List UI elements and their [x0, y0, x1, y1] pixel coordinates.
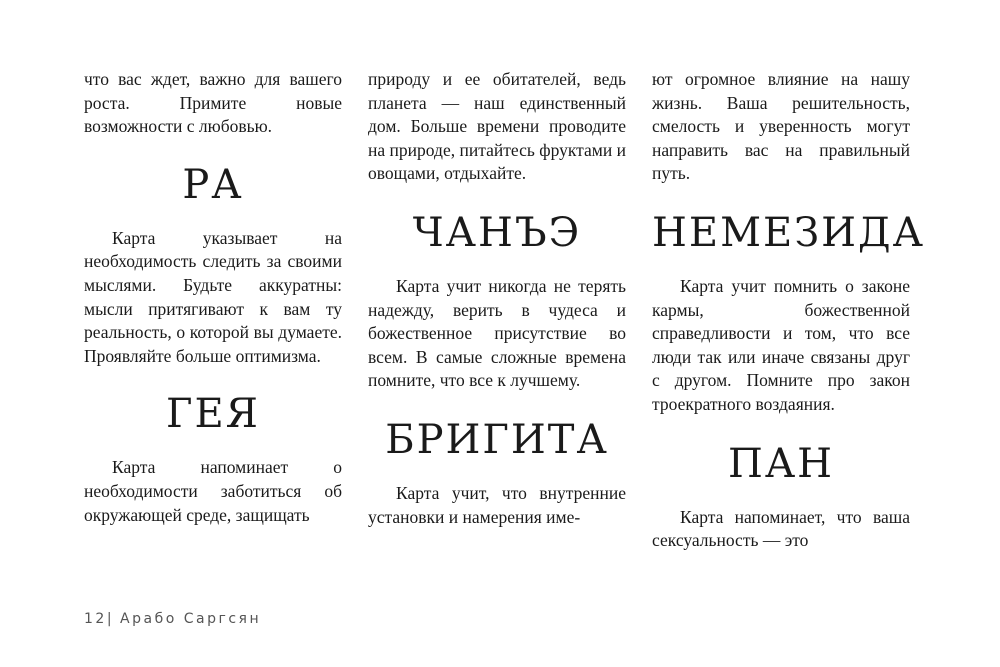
section-heading: ЧАНЪЭ	[412, 209, 582, 256]
paragraph: что вас ждет, важно для вашего роста. Примите новые возможности с любовью.	[84, 69, 342, 137]
footer-separator: |	[106, 611, 115, 627]
paragraph: Карта учит никогда не терять надежду, верить в чудеса и божественное присутствие во всем. В самые сложные времена помните, что все к лучшему.	[368, 275, 626, 391]
paragraph: Карта указывает на необходимость следить за своими мыслями. Будьте аккуратны: мысли притягивают к вам ту реальность, о которой вы думаете. Проявляйте больше оптимизма.	[84, 227, 342, 366]
paragraph: Карта учит, что внутренние установки и намерения име-	[368, 482, 626, 527]
author-name: Арабо Саргсян	[120, 611, 262, 627]
section-heading: РА	[182, 161, 244, 208]
section-heading: БРИГИТА	[385, 416, 609, 463]
text-column-3	[652, 68, 925, 553]
paragraph: ют огромное влияние на нашу жизнь. Ваша решительность, смелость и уверенность могут направить вас на правильный путь.	[652, 69, 910, 184]
paragraph: природу и ее обитателей, ведь планета — наш единственный дом. Больше времени проводите на природе, питайтесь фруктами и овощами, отдыхайте.	[368, 69, 626, 184]
paragraph: Карта напоминает, что ваша сексуальность — это	[652, 506, 910, 551]
page-footer	[84, 611, 261, 627]
text-column-2	[368, 68, 626, 529]
section-heading: НЕМЕЗИДА	[652, 209, 925, 256]
section-heading: ГЕЯ	[166, 391, 260, 438]
paragraph: Карта напоминает о необходимости заботиться об окружающей среде, защищать	[84, 457, 342, 525]
section-heading: ПАН	[727, 440, 835, 487]
page-number: 12	[84, 611, 107, 627]
text-column-1	[84, 68, 342, 527]
paragraph: Карта учит помнить о законе кармы, божественной справедливости и том, что все люди так или иначе связаны друг с другом. Помните про закон троекратного воздаяния.	[652, 275, 910, 414]
